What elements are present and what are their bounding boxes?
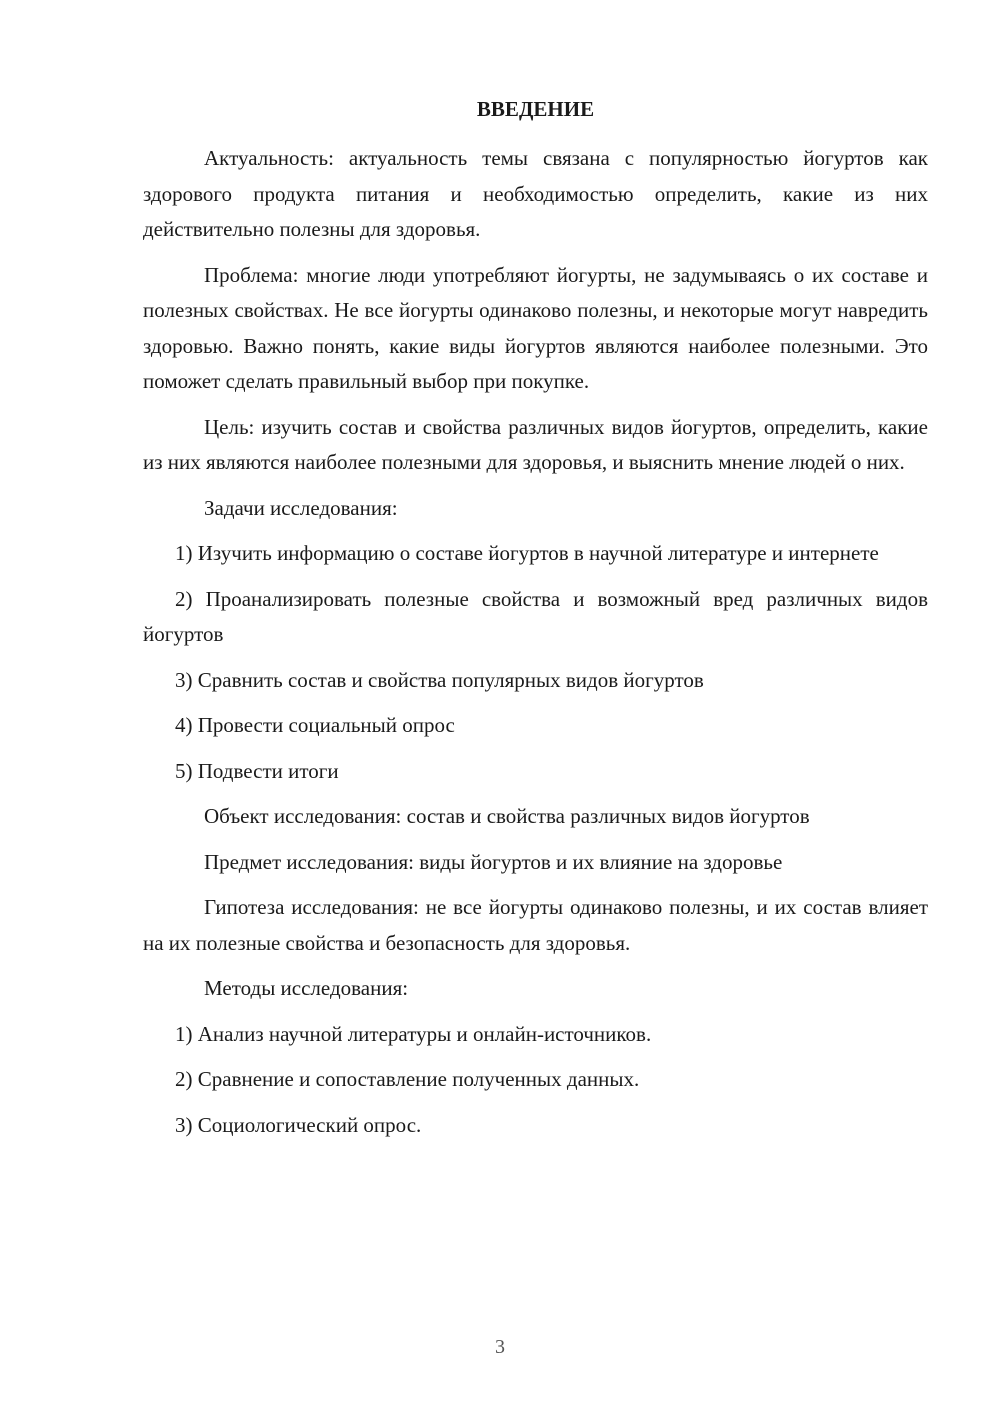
task-item: 2) Проанализировать полезные свойства и возможный вред различных видов йогуртов	[143, 586, 928, 646]
tasks-heading: Задачи исследования:	[204, 495, 398, 520]
task-item: 3) Сравнить состав и свойства популярных видов йогуртов	[175, 667, 704, 692]
task-item: 4) Провести социальный опрос	[175, 713, 455, 737]
method-item: 1) Анализ научной литературы и онлайн-источников.	[175, 1021, 652, 1046]
document-page	[143, 92, 928, 1153]
document-title: ВВЕДЕНИЕ	[476, 97, 595, 121]
hypothesis-paragraph: Гипотеза исследования: не все йогурты одинаково полезны, и их состав влияет на их полезные свойства и безопасность для здоровья.	[143, 895, 928, 955]
relevance-paragraph: Актуальность: актуальность темы связана с популярностью йогуртов как здорового продукта питания и необходимостью определить, какие из них действительно полезны для здоровья.	[143, 146, 928, 241]
problem-paragraph: Проблема: многие люди употребляют йогурты, не задумываясь о их составе и полезных свойствах. Не все йогурты одинаково полезны, и некоторые могут навредить здоровью. Важно понять, какие виды йогуртов являются наиболее полезными. Это поможет сделать правильный выбор при покупке.	[143, 262, 928, 393]
methods-heading: Методы исследования:	[204, 976, 409, 1000]
object-paragraph: Объект исследования: состав и свойства различных видов йогуртов	[204, 804, 810, 828]
goal-paragraph: Цель: изучить состав и свойства различных видов йогуртов, определить, какие из них являются наиболее полезными для здоровья, и выяснить мнение людей о них.	[143, 414, 928, 474]
method-item: 3) Социологический опрос.	[175, 1112, 422, 1137]
method-item: 2) Сравнение и сопоставление полученных данных.	[175, 1067, 640, 1091]
task-item: 5) Подвести итоги	[175, 758, 339, 783]
subject-paragraph: Предмет исследования: виды йогуртов и их влияние на здоровье	[204, 849, 783, 874]
page-number: 3	[495, 1336, 505, 1358]
task-item: 1) Изучить информацию о составе йогуртов в научной литературе и интернете	[175, 541, 879, 565]
